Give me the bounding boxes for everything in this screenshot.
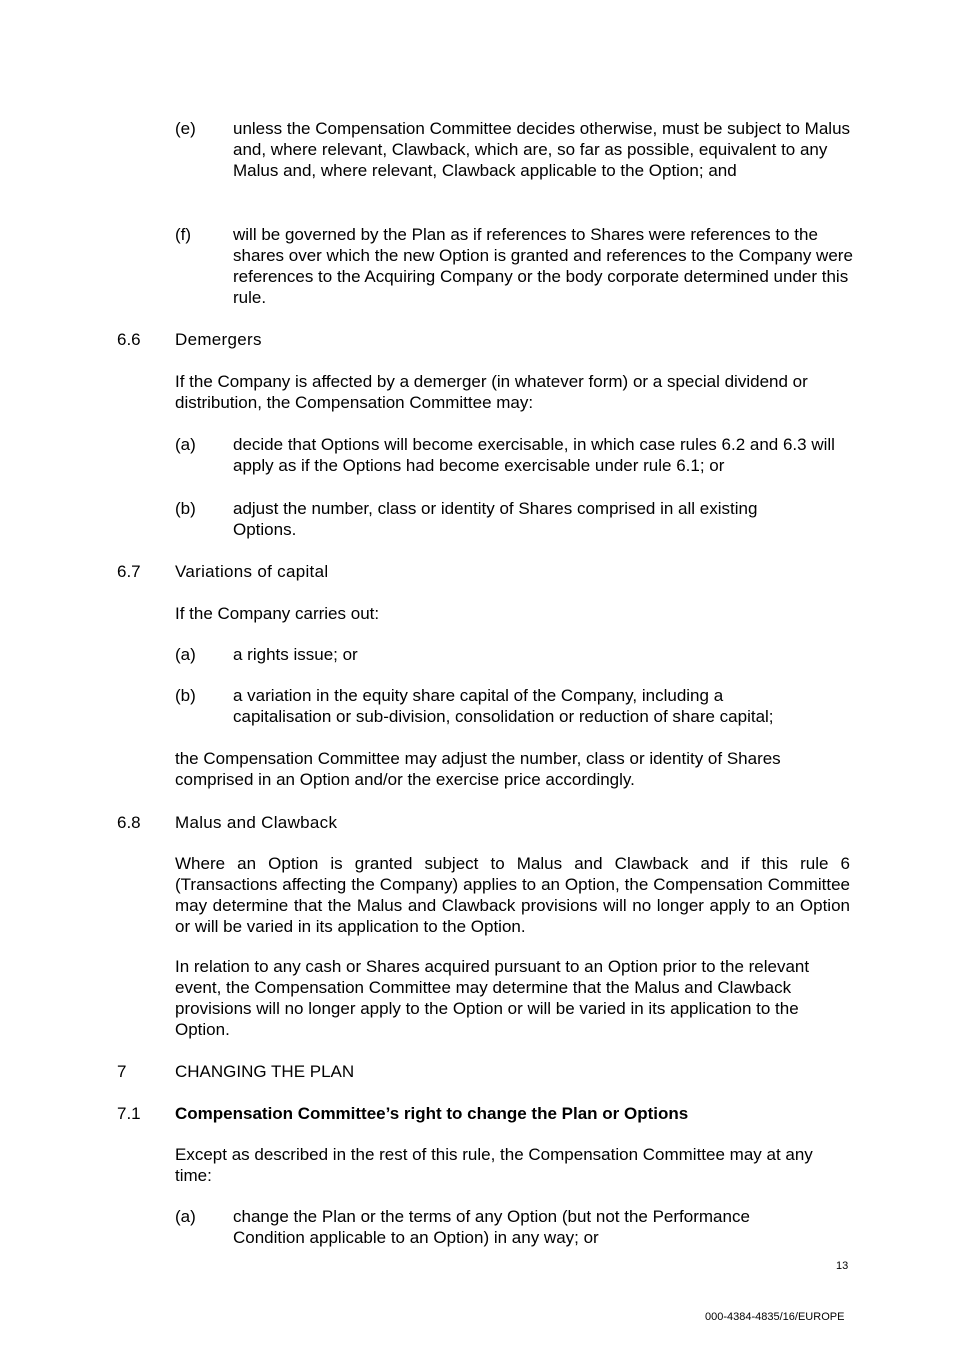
section-number: 7.1 bbox=[117, 1104, 141, 1123]
item-text: unless the Compensation Committee decides otherwise, must be subject to Malus and, where relevant, Clawback, which are, so far as possible, equivalent to any Malus and, where relevant, Clawback applicable to the Option; and bbox=[233, 119, 851, 180]
item-text: decide that Options will become exercisable, in which case rules 6.2 and 6.3 will apply as if the Options had become exercisable under rule 6.1; or bbox=[233, 435, 835, 475]
item-label: (a) bbox=[175, 645, 196, 664]
item-label: (b) bbox=[175, 686, 196, 705]
section-outro: the Compensation Committee may adjust the number, class or identity of Shares comprised in an Option and/or the exercise price accordingly. bbox=[175, 749, 781, 789]
item-label: (a) bbox=[175, 1207, 196, 1226]
section-number: 6.6 bbox=[117, 330, 141, 349]
item-text: change the Plan or the terms of any Option (but not the Performance Condition applicable to an Option) in any way; or bbox=[233, 1207, 750, 1247]
item-text: a variation in the equity share capital of the Company, including a capitalisation or sub-division, consolidation or reduction of share capital; bbox=[233, 686, 774, 726]
document-reference: 000-4384-4835/16/EUROPE bbox=[705, 1311, 845, 1323]
section-heading: Compensation Committee’s right to change the Plan or Options bbox=[175, 1104, 689, 1123]
section-heading: Demergers bbox=[175, 330, 262, 349]
section-intro: If the Company carries out: bbox=[175, 604, 380, 623]
section-heading: Variations of capital bbox=[175, 562, 329, 581]
item-label: (f) bbox=[175, 225, 192, 244]
section-intro: Except as described in the rest of this rule, the Compensation Committee may at any time: bbox=[175, 1145, 813, 1185]
item-label: (e) bbox=[175, 119, 196, 138]
section-heading: Malus and Clawback bbox=[175, 813, 338, 832]
section-heading: CHANGING THE PLAN bbox=[175, 1062, 355, 1081]
item-label: (b) bbox=[175, 499, 196, 518]
section-intro: If the Company is affected by a demerger (in whatever form) or a special dividend or distribution, the Compensation Committee may: bbox=[175, 372, 808, 412]
section-paragraph: In relation to any cash or Shares acquired pursuant to an Option prior to the relevant event, the Compensation Committee may determine that the Malus and Clawback provisions will no longer apply to the Option or will be varied in its application to the Option. bbox=[175, 957, 810, 1039]
item-text: adjust the number, class or identity of Shares comprised in all existing Options. bbox=[233, 499, 758, 539]
item-label: (a) bbox=[175, 435, 196, 454]
section-number: 6.8 bbox=[117, 813, 141, 832]
item-text: a rights issue; or bbox=[233, 645, 358, 664]
item-text: will be governed by the Plan as if references to Shares were references to the shares over which the new Option is granted and references to the Company were references to the Acquiring Company or the body corporate determined under this rule. bbox=[233, 225, 853, 307]
section-number: 7 bbox=[117, 1062, 127, 1081]
page-number: 13 bbox=[836, 1260, 849, 1272]
section-paragraph: Where an Option is granted subject to Malus and Clawback and if this rule 6 (Transactions affecting the Company) applies to an Option, the Compensation Committee may determine that the Malus and Clawback provisions will no longer apply to an Option or will be varied in its application to the Option. bbox=[175, 854, 850, 936]
section-number: 6.7 bbox=[117, 562, 141, 581]
